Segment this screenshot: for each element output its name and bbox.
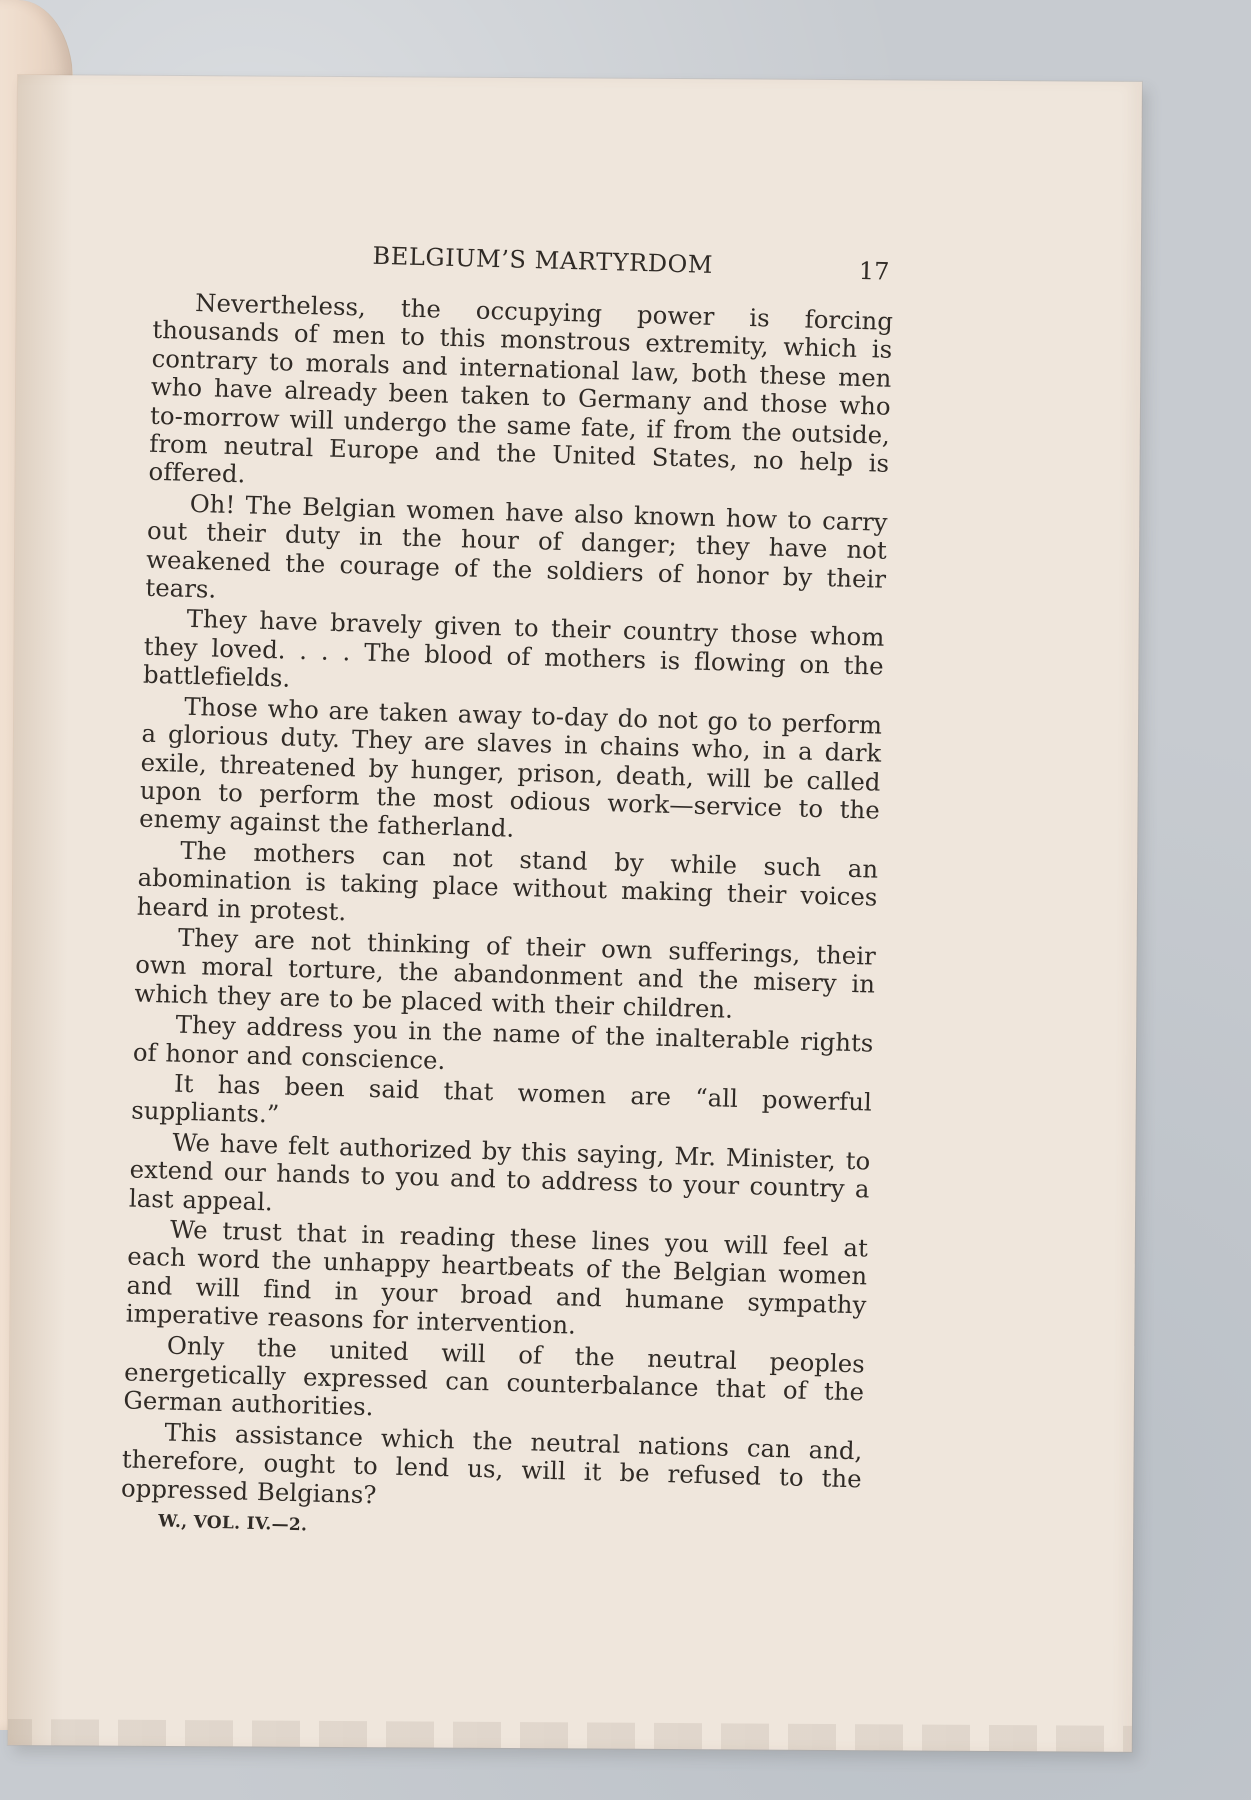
book-page (8, 75, 1142, 1752)
paragraph-6: They are not thinking of their own sufferings, their own moral torture, the abandonment and the misery in which they are to be placed with their children. (134, 922, 877, 1024)
page-content (120, 236, 895, 1551)
paragraph-3: They have bravely given to their country those whom they loved. . . . The blood of mothers is flowing on the battlefields. (142, 604, 885, 693)
body-text (121, 288, 894, 1523)
page-signature: W., VOL. IV.—2. (157, 1511, 308, 1536)
paragraph-11: Only the united will of the neutral peoples energetically expressed can counterbalance that of the German authorities. (123, 1330, 866, 1422)
paragraph-9: We have felt authorized by this saying, Mr. Minister, to extend our hands to you and to address to your country a last appeal. (128, 1127, 871, 1216)
paragraph-7: They address you in the name of the inalterable rights of honor and conscience. (132, 1009, 874, 1075)
paragraph-10: We trust that in reading these lines you will feel at each word the unhappy heartbeats of the Belgian women and will find in your broad and humane sympathy imperative reasons for intervention. (125, 1214, 869, 1340)
paragraph-12: This assistance which the neutral nations can and, therefore, ought to lend us, will it be refused to the oppressed Belgians? (120, 1417, 863, 1509)
paragraph-4: Those who are taken away to-day do not go to perform a glorious duty. They are slaves in chains who, in a dark exile, threatened by hunger, prison, death, will be called upon to perform the most odious work—service to the enemy against the fatherland. (138, 691, 883, 844)
paragraph-1: Nevertheless, the occupying power is forcing thousands of men to this monstrous extremity, which is contrary to morals and international law, both these men who have already been taken to Germany and those who to-morrow will undergo the same fate, if from the outside, from neutral Europe and the United States, no help is offered. (148, 287, 894, 489)
paragraph-2: Oh! The Belgian women have also known how to carry out their duty in the hour of danger; they have not weakened the courage of the soldiers of honor by their tears. (145, 488, 888, 604)
page-number: 17 (858, 256, 890, 286)
page-header (154, 236, 895, 298)
paragraph-8: It has been said that women are “all powerful suppliants.” (130, 1068, 873, 1129)
paragraph-5: The mothers can not stand by while such an abomination is taking place without making their voices heard in protest. (136, 835, 879, 926)
running-title: BELGIUM’S MARTYRDOM (372, 241, 714, 279)
